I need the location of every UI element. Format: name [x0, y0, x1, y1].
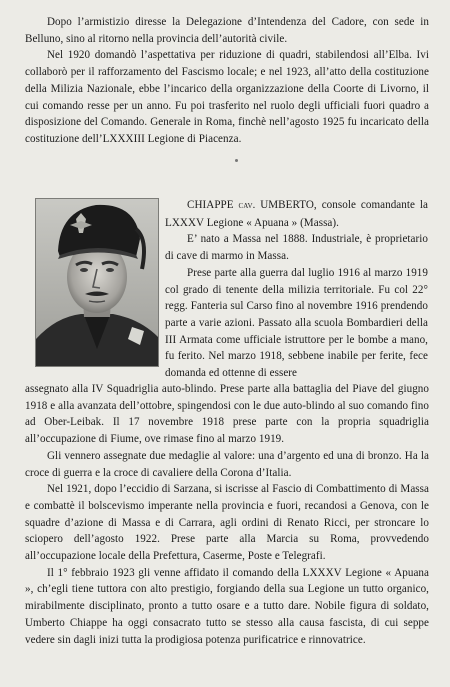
paragraph-fascio: Nel 1921, dopo l’eccidio di Sarzana, si iscrisse al Fascio di Combattimento di Massa e combattè il bolscevismo imperante nella provincia e fuori, recandosi a Genova, con le squadre d’azione di Massa e di Carrara, agli ordini di Renato Ricci, per stroncare lo sciopero dell’agosto 1922. Prese parte alla Marcia su Roma, provvedendo all’occupazione locale della Prefettura, Caserme, Poste e Telegrafi.	[25, 483, 429, 563]
separator-dot	[235, 159, 238, 162]
paragraph-armistice: Dopo l’armistizio diresse la Delegazione d’Intendenza del Cadore, con sede in Belluno, sino al ritorno nella provincia dell’autorità civile.	[25, 16, 429, 45]
portrait-image	[36, 199, 158, 366]
honorific: cav.	[238, 200, 256, 211]
paragraph-war-continued: assegnato alla IV Squadriglia auto-blindo. Prese parte alla battaglia del Piave del giugno 1918 e alla avanzata dell’ottobre, spingendosi con le due auto-blindo al suo comando fino ad Ober-Leibak. Il 17 novembre 1918 prese parte con la propria squadriglia all’occupazione di Fiume, ove rimase fino al marzo 1919.	[25, 383, 429, 446]
paragraph-birth: E’ nato a Massa nel 1888. Industriale, è proprietario di cave di marmo in Massa.	[165, 233, 428, 263]
heading-rank: console comandante la LXXXV Legione « Apuana » (Massa).	[165, 199, 429, 229]
paragraph-legion-command: Il 1° febbraio 1923 gli venne affidato il comando della LXXXV Legione « Apuana », ch’egli tiene tuttora con alto prestigio, forgiando della sua Legione un tutto organico, mirabilmente disciplinato, pronto a tutto osare e a tutto dare. Nobile figura di soldato, Umberto Chiappe ha oggi consacrato tutto se stesso alla causa fascista, di cui seppe vedere sin dagli inizi tutta la prodigiosa potenza purificatrice e rinnovatrice.	[25, 566, 429, 646]
top-text-block	[25, 14, 429, 148]
paragraph-1920: Nel 1920 domandò l’aspettativa per riduzione di quadri, stabilendosi all’Elba. Ivi collaborò per il rafforzamento del Fascismo locale; e nel 1923, all’atto della costituzione della Milizia Nazionale, ebbe l’incarico della organizzazione della Coorte di Livorno, il cui comando resse per un anno. Fu poi trasferito nel ruolo degli ufficiali fuori quadro a disposizione del Comando. Generale in Roma, finchè nell’agosto 1925 fu incaricato della costituzione dell’LXXXIII Legione di Piacenza.	[25, 49, 429, 145]
given-name: UMBERTO,	[260, 199, 317, 211]
biography-heading	[165, 197, 428, 231]
biography-side-block	[165, 197, 428, 382]
biography-full-block	[25, 381, 429, 648]
paragraph-war-start: Prese parte alla guerra dal luglio 1916 al marzo 1919 col grado di tenente della milizia territoriale. Fu col 22° regg. Fanteria sul Carso fino al novembre 1916 prendendo parte a varie azioni. Passato alla scuola Bombardieri della III Armata come ufficiale istruttore per le bombe a mano, fu ferito. Nel marzo 1918, sebbene inabile per ferite, fece domanda ed ottenne di essere	[165, 266, 428, 380]
portrait-photo	[35, 198, 159, 367]
surname: CHIAPPE	[187, 199, 234, 211]
paragraph-medals: Gli vennero assegnate due medaglie al valore: una d’argento ed una di bronzo. Ha la croce di guerra e la croce di cavaliere della Corona d’Italia.	[25, 449, 429, 479]
